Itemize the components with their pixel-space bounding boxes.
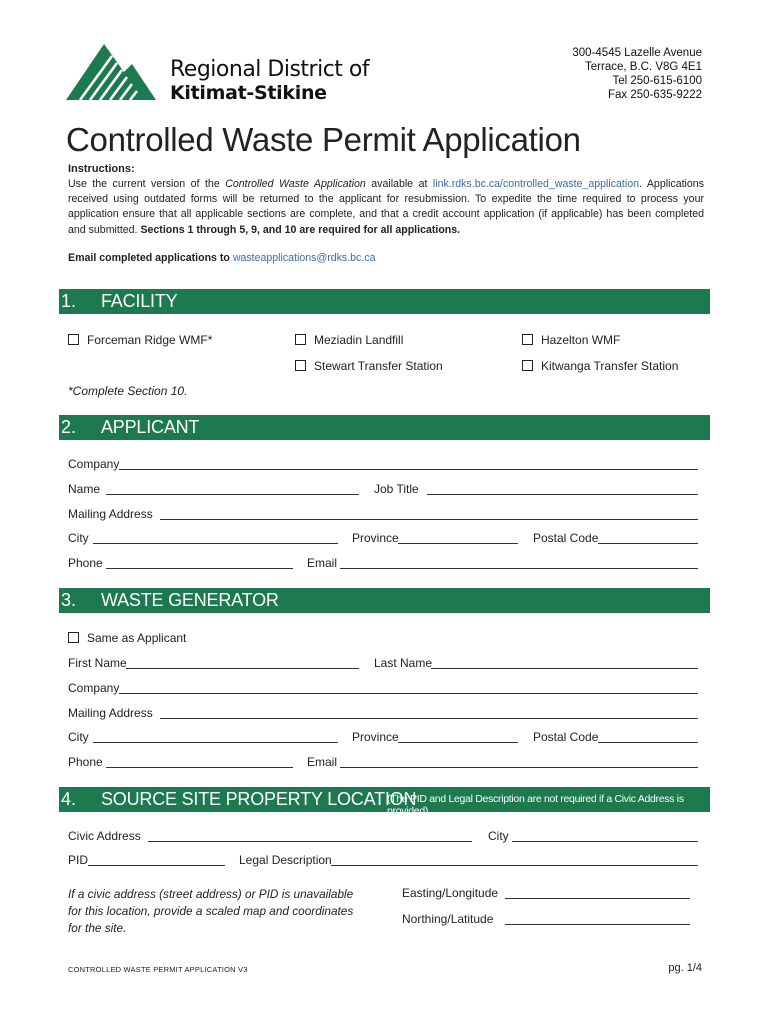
legal-description-field[interactable] — [331, 865, 698, 866]
generator-first-name-label: First Name — [68, 656, 127, 670]
page-number: pg. 1/4 — [668, 962, 702, 974]
applicant-phone-label: Phone — [68, 556, 103, 570]
section-3-header — [59, 588, 710, 613]
checkbox-icon[interactable] — [522, 334, 533, 345]
section-number: 1. — [61, 291, 77, 311]
generator-mailing-field[interactable] — [160, 718, 698, 719]
generator-province-label: Province — [352, 730, 399, 744]
generator-city-label: City — [68, 730, 89, 744]
location-help-text — [68, 886, 353, 937]
org-name-line1: Regional District of — [170, 57, 370, 82]
generator-phone-label: Phone — [68, 755, 103, 769]
section-number: 2. — [61, 417, 77, 437]
section-note: (The PID and Legal Description are not required if a Civic Address is provided) — [387, 793, 684, 817]
email-instruction — [68, 252, 375, 264]
checkbox-label: Meziadin Landfill — [314, 333, 404, 347]
easting-label: Easting/Longitude — [402, 886, 499, 900]
instr-text-c: . Applications received using outdated forms will be returned to the applicant for resubmission. To expedite the time required to process your application ensure that all applicable sections are complete, and that a credit account application (if applicable) has been completed and submitted. — [68, 178, 704, 236]
checkbox-meziadin[interactable] — [295, 333, 403, 347]
northing-label: Northing/Latitude — [402, 912, 494, 926]
section-title: APPLICANT — [101, 417, 200, 437]
civic-address-label: Civic Address — [68, 829, 141, 843]
applicant-province-label: Province — [352, 531, 399, 545]
section-2-header — [59, 415, 710, 440]
checkbox-label: Stewart Transfer Station — [314, 359, 443, 373]
section-title: WASTE GENERATOR — [101, 590, 279, 610]
generator-phone-field[interactable] — [106, 767, 293, 768]
pid-field[interactable] — [88, 865, 225, 866]
applicant-phone-field[interactable] — [106, 568, 293, 569]
northing-field[interactable] — [505, 924, 690, 925]
checkbox-label: Hazelton WMF — [541, 333, 621, 347]
address-street: 300-4545 Lazelle Avenue — [572, 47, 702, 59]
address-city: Terrace, B.C. V8G 4E1 — [585, 61, 702, 73]
section-4-header — [59, 787, 710, 817]
checkbox-hazelton[interactable] — [522, 333, 620, 347]
applicant-company-label: Company — [68, 457, 120, 471]
site-city-field[interactable] — [512, 841, 698, 842]
section-title: FACILITY — [101, 291, 178, 311]
applicant-job-title-field[interactable] — [427, 494, 698, 495]
section-10-note: *Complete Section 10. — [68, 384, 188, 398]
applicant-postal-label: Postal Code — [533, 531, 599, 545]
help-line: If a civic address (street address) or PID is unavailable — [68, 887, 354, 901]
applicant-company-field[interactable] — [119, 469, 698, 470]
org-name-line2: Kitimat-Stikine — [170, 82, 327, 104]
checkbox-same-as-applicant[interactable] — [68, 631, 186, 645]
generator-postal-field[interactable] — [598, 742, 698, 743]
footer-form-name: CONTROLLED WASTE PERMIT APPLICATION V3 — [68, 965, 248, 974]
submission-email-link[interactable]: wasteapplications@rdks.bc.ca — [232, 252, 376, 264]
applicant-name-label: Name — [68, 482, 101, 496]
generator-last-name-label: Last Name — [374, 656, 433, 670]
applicant-email-field[interactable] — [340, 568, 698, 569]
org-address — [572, 46, 702, 102]
instructions-text — [68, 177, 704, 238]
applicant-mailing-label: Mailing Address — [68, 507, 153, 521]
checkbox-icon[interactable] — [295, 334, 306, 345]
checkbox-kitwanga[interactable] — [522, 359, 678, 373]
checkbox-stewart[interactable] — [295, 359, 443, 373]
instr-form-name: Controlled Waste Application — [225, 178, 366, 190]
pid-label: PID — [68, 853, 89, 867]
rdks-logo — [66, 42, 156, 102]
generator-company-label: Company — [68, 681, 120, 695]
form-link[interactable]: link.rdks.bc.ca/controlled_waste_application — [432, 178, 640, 190]
generator-company-field[interactable] — [119, 693, 698, 694]
instr-text-b: available at — [365, 178, 433, 190]
legal-description-label: Legal Description — [239, 853, 332, 867]
checkbox-icon[interactable] — [522, 360, 533, 371]
section-1-header — [59, 289, 710, 314]
page-title: Controlled Waste Permit Application — [66, 121, 581, 158]
instr-text-a: Use the current version of the — [68, 178, 226, 190]
generator-email-label: Email — [307, 755, 338, 769]
applicant-city-label: City — [68, 531, 89, 545]
email-instruction-label: Email completed applications to — [68, 252, 233, 264]
instr-required-note: Sections 1 through 5, 9, and 10 are required for all applications. — [140, 223, 461, 236]
generator-postal-label: Postal Code — [533, 730, 599, 744]
generator-last-name-field[interactable] — [431, 668, 698, 669]
applicant-province-field[interactable] — [398, 543, 518, 544]
applicant-name-field[interactable] — [106, 494, 359, 495]
help-line: for the site. — [68, 921, 127, 935]
checkbox-icon[interactable] — [68, 334, 79, 345]
checkbox-forceman-ridge[interactable] — [68, 333, 212, 347]
generator-city-field[interactable] — [93, 742, 338, 743]
applicant-email-label: Email — [307, 556, 338, 570]
applicant-postal-field[interactable] — [598, 543, 698, 544]
checkbox-label: Kitwanga Transfer Station — [541, 359, 679, 373]
site-city-label: City — [488, 829, 509, 843]
applicant-mailing-field[interactable] — [160, 519, 698, 520]
checkbox-label: Forceman Ridge WMF* — [87, 333, 213, 347]
generator-mailing-label: Mailing Address — [68, 706, 153, 720]
checkbox-label: Same as Applicant — [87, 631, 187, 645]
applicant-job-title-label: Job Title — [374, 482, 419, 496]
instructions-heading: Instructions: — [68, 163, 135, 175]
civic-address-field[interactable] — [148, 841, 472, 842]
section-number: 4. — [61, 789, 77, 809]
generator-email-field[interactable] — [340, 767, 698, 768]
address-fax: Fax 250-635-9222 — [608, 89, 702, 101]
easting-field[interactable] — [505, 898, 690, 899]
section-number: 3. — [61, 590, 77, 610]
help-line: for this location, provide a scaled map and coordinates — [68, 904, 354, 918]
address-tel: Tel 250-615-6100 — [612, 75, 702, 87]
generator-province-field[interactable] — [398, 742, 518, 743]
generator-first-name-field[interactable] — [126, 668, 359, 669]
applicant-city-field[interactable] — [93, 543, 338, 544]
checkbox-icon[interactable] — [68, 632, 79, 643]
section-title: SOURCE SITE PROPERTY LOCATION — [101, 789, 417, 809]
checkbox-icon[interactable] — [295, 360, 306, 371]
